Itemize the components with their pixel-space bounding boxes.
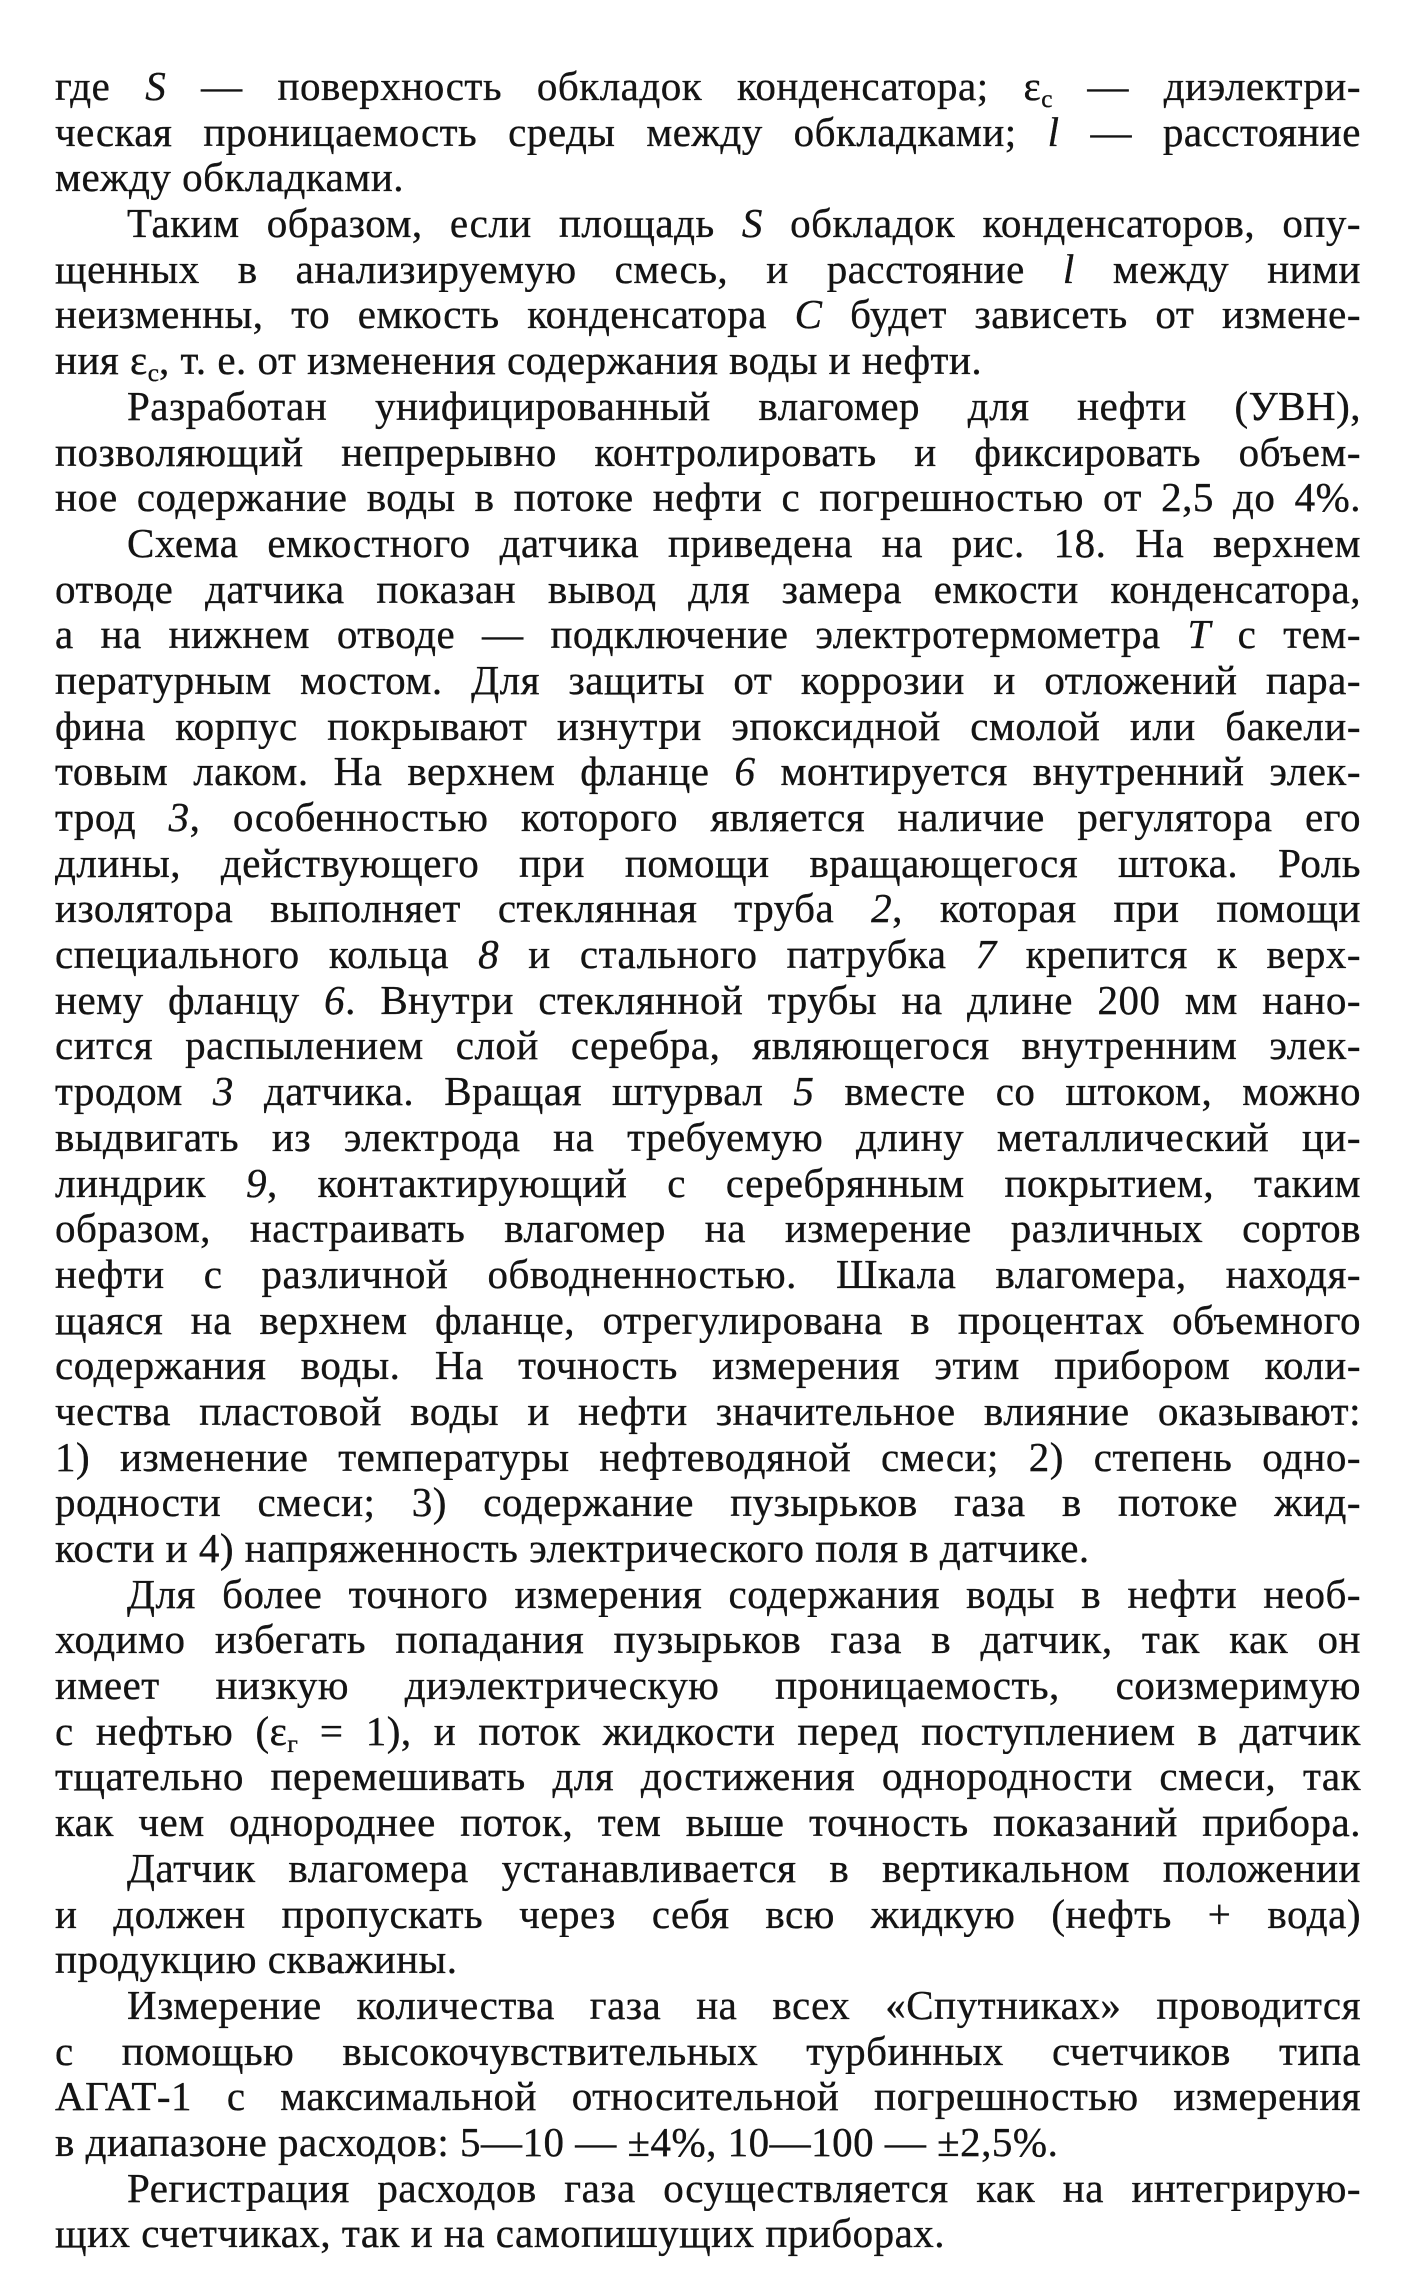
text-line [55, 1023, 1361, 1069]
text-run: кости и 4) напряженность электрического поля в датчике. [55, 1526, 1090, 1571]
text-run: образом, настраивать влагомер на измерение различных сортов [55, 1206, 1361, 1252]
text-run: Разработан унифицированный влагомер для нефти (УВН), [127, 383, 1361, 429]
subscript-index: г [287, 1729, 298, 1755]
text-line [55, 1709, 1361, 1755]
text-line [55, 704, 1361, 750]
text-run: вместе со штоком, можно [814, 1069, 1361, 1115]
paragraph [55, 1983, 1361, 2166]
text-line [55, 1572, 1361, 1618]
text-line [55, 384, 1361, 430]
text-run: щих счетчиках, так и на самопишущих приборах. [55, 2211, 946, 2257]
text-run: щаяся на верхнем фланце, отрегулирована в процентах объемного [55, 1297, 1361, 1343]
text-run: в диапазоне расходов: 5—10 — ±4%, 10—100 — ±2,5%. [55, 2119, 1059, 2165]
text-line [55, 1435, 1361, 1481]
text-line [55, 1892, 1361, 1938]
text-line [55, 292, 1361, 338]
text-line [55, 2074, 1361, 2120]
paragraph [55, 384, 1361, 521]
text-run: как чем однороднее поток, тем выше точность показаний прибора. [55, 1800, 1361, 1846]
text-line [55, 2029, 1361, 2075]
text-line [55, 1663, 1361, 1709]
text-line [55, 64, 1361, 110]
text-line [55, 2166, 1361, 2212]
text-line [55, 155, 1361, 201]
text-line [55, 886, 1361, 932]
text-run: с помощью высокочувствительных турбинных счетчиков типа [55, 2028, 1361, 2074]
text-line [55, 110, 1361, 156]
text-run: = 1), и поток жидкости перед поступлением в датчик [297, 1708, 1361, 1754]
text-line [55, 932, 1361, 978]
text-line [55, 1526, 1361, 1572]
text-run: ное содержание воды в потоке нефти с погрешностью от 2,5 до 4%. [55, 475, 1361, 521]
italic-symbol: S [741, 201, 763, 247]
text-line [55, 567, 1361, 613]
text-run: отводе датчика показан вывод для замера емкости конденсатора, [55, 566, 1361, 612]
text-line [55, 1389, 1361, 1435]
text-run: Датчик влагомера устанавливается в вертикальном положении [127, 1845, 1361, 1891]
text-run: тщательно перемешивать для достижения однородности смеси, так [55, 1754, 1361, 1800]
italic-symbol: l [1062, 246, 1075, 292]
text-run: АГАТ-1 с максимальной относительной погрешностью измерения [55, 2074, 1361, 2120]
text-run: — диэлектри- [1052, 64, 1361, 109]
paragraph [55, 64, 1361, 201]
text-line [55, 1846, 1361, 1892]
text-run: , особенностью которого является наличие регулятора его [189, 795, 1361, 840]
text-line [55, 1069, 1361, 1115]
text-run: нему фланцу [55, 977, 325, 1023]
text-run: — поверхность обкладок конденсатора; ε [166, 64, 1042, 109]
italic-symbol: 3 [212, 1069, 234, 1115]
text-run: щенных в анализируемую смесь, и расстояние [55, 246, 1063, 292]
text-run: Регистрация расходов газа осуществляется как на интегрирую- [127, 2165, 1361, 2211]
text-run: с нефтью (ε [55, 1708, 288, 1754]
text-run: где [55, 64, 146, 109]
text-line [55, 749, 1361, 795]
text-line [55, 841, 1361, 887]
italic-symbol: 6 [324, 977, 346, 1023]
text-run: датчика. Вращая штурвал [233, 1069, 794, 1115]
italic-symbol: 6 [734, 749, 756, 795]
text-run: позволяющий непрерывно контролировать и фиксировать объем- [55, 429, 1361, 475]
text-run: Для более точного измерения содержания воды в нефти необ- [127, 1571, 1361, 1617]
italic-symbol: 3 [168, 795, 190, 840]
text-line [55, 521, 1361, 567]
text-line [55, 1161, 1361, 1207]
text-line [55, 475, 1361, 521]
text-run: сится распылением слой серебра, являющегося внутренним элек- [55, 1023, 1361, 1069]
text-line [55, 247, 1361, 293]
text-run: пературным мостом. Для защиты от коррозии и отложений пара- [55, 657, 1361, 703]
paragraph [55, 521, 1361, 1572]
italic-symbol: 5 [793, 1069, 815, 1115]
italic-symbol: 8 [478, 932, 500, 978]
paragraph [55, 1572, 1361, 1846]
subscript-index: с [147, 359, 159, 384]
text-run: крепится к верх- [996, 932, 1361, 978]
text-run: ческая проницаемость среды между обкладками; [55, 109, 1048, 155]
text-run: , которая при помощи [892, 886, 1361, 932]
text-run: содержания воды. На точность измерения этим прибором коли- [55, 1343, 1361, 1389]
text-run: специального кольца [55, 932, 479, 978]
text-line [55, 1480, 1361, 1526]
text-line [55, 1983, 1361, 2029]
text-line [55, 1206, 1361, 1252]
text-run: — расстояние [1059, 109, 1361, 155]
text-run: , т. е. от изменения содержания воды и нефти. [159, 338, 983, 384]
italic-symbol: C [794, 292, 823, 338]
italic-symbol: 7 [975, 932, 997, 978]
text-run: родности смеси; 3) содержание пузырьков газа в потоке жид- [55, 1480, 1361, 1526]
text-line [55, 338, 1361, 384]
italic-symbol: l [1047, 109, 1060, 155]
text-run: выдвигать из электрода на требуемую длину металлический ци- [55, 1114, 1361, 1160]
text-line [55, 1343, 1361, 1389]
text-run: тродом [55, 1069, 213, 1115]
text-line [55, 612, 1361, 658]
text-run: чества пластовой воды и нефти значительное влияние оказывают: [55, 1388, 1361, 1434]
text-line [55, 2211, 1361, 2257]
paragraph [55, 2166, 1361, 2257]
text-line [55, 978, 1361, 1024]
text-run: имеет низкую диэлектрическую проницаемость, соизмеримую [55, 1663, 1361, 1709]
paragraph [55, 1846, 1361, 1983]
subscript-index: с [1041, 85, 1053, 110]
text-run: . Внутри стеклянной трубы на длине 200 мм нано- [345, 977, 1361, 1023]
text-run: будет зависеть от измене- [822, 292, 1361, 338]
text-run: продукцию скважины. [55, 1937, 458, 1983]
text-run: между обкладками. [55, 155, 405, 201]
text-line [55, 201, 1361, 247]
text-run: линдрик [55, 1160, 246, 1206]
text-run: ходимо избегать попадания пузырьков газа в датчик, так как он [55, 1617, 1361, 1663]
text-run: товым лаком. На верхнем фланце [55, 749, 735, 795]
text-run: длины, действующего при помощи вращающегося штока. Роль [55, 840, 1361, 886]
italic-symbol: 9 [245, 1160, 267, 1206]
text-run: фина корпус покрывают изнутри эпоксидной смолой или бакели- [55, 703, 1361, 749]
text-line [55, 1298, 1361, 1344]
text-line [55, 1754, 1361, 1800]
text-run: ния ε [55, 338, 148, 384]
text-run: и стального патрубка [499, 932, 976, 978]
text-line [55, 1115, 1361, 1161]
text-run: нефти с различной обводненностью. Шкала влагомера, находя- [55, 1251, 1361, 1297]
paragraph [55, 201, 1361, 384]
text-line [55, 658, 1361, 704]
text-run: неизменны, то емкость конденсатора [55, 292, 795, 338]
text-run: 1) изменение температуры нефтеводяной смеси; 2) степень одно- [55, 1434, 1361, 1480]
body-text [55, 64, 1361, 2257]
text-line [55, 2120, 1361, 2166]
text-line [55, 795, 1361, 841]
text-run: Измерение количества газа на всех «Спутниках» проводится [127, 1982, 1361, 2028]
text-run: с тем- [1210, 612, 1361, 658]
text-run: , контактирующий с серебрянным покрытием, таким [266, 1160, 1361, 1206]
text-line [55, 1800, 1361, 1846]
italic-symbol: T [1187, 612, 1211, 658]
italic-symbol: 2 [871, 886, 893, 932]
text-run: Таким образом, если площадь [127, 201, 742, 247]
text-line [55, 1252, 1361, 1298]
text-run: а на нижнем отводе — подключение электротермометра [55, 612, 1188, 658]
text-run: и должен пропускать через себя всю жидкую (нефть + вода) [55, 1891, 1361, 1937]
text-run: обкладок конденсаторов, опу- [762, 201, 1361, 247]
text-run: Схема емкостного датчика приведена на рис. 18. На верхнем [127, 520, 1361, 566]
text-run: трод [55, 795, 169, 840]
text-run: изолятора выполняет стеклянная труба [55, 886, 872, 932]
text-line [55, 1617, 1361, 1663]
text-run: монтируется внутренний элек- [755, 749, 1361, 795]
italic-symbol: S [145, 64, 167, 109]
text-line [55, 430, 1361, 476]
text-line [55, 1937, 1361, 1983]
text-run: между ними [1074, 246, 1361, 292]
